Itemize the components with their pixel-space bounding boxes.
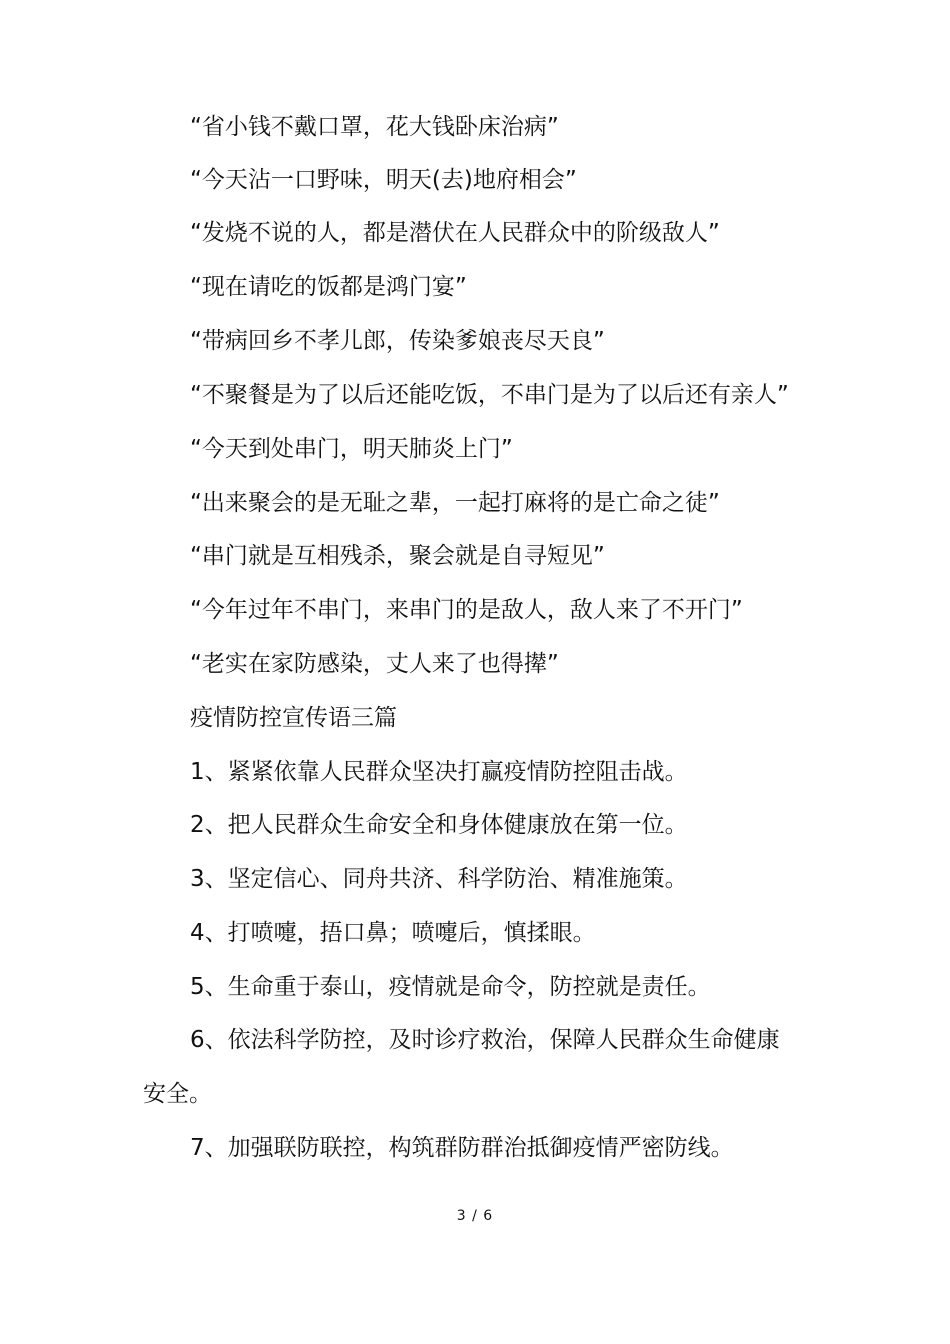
- slogan-line-7: “今天到处串门，明天肺炎上门”: [190, 436, 513, 462]
- slogan-line-1: “省小钱不戴口罩，花大钱卧床治病”: [190, 114, 559, 140]
- slogan-line-9: “串门就是互相残杀，聚会就是自寻短见”: [190, 543, 605, 569]
- numbered-item-5: 5、生命重于泰山，疫情就是命令，防控就是责任。: [190, 974, 711, 1000]
- numbered-item-2: 2、把人民群众生命安全和身体健康放在第一位。: [190, 812, 688, 838]
- section-heading: 疫情防控宣传语三篇: [190, 705, 397, 731]
- slogan-line-4: “现在请吃的饭都是鸿门宴”: [190, 274, 467, 300]
- numbered-item-3: 3、坚定信心、同舟共济、科学防治、精准施策。: [190, 866, 688, 892]
- numbered-item-6-continued: 安全。: [143, 1081, 212, 1107]
- slogan-line-3: “发烧不说的人，都是潜伏在人民群众中的阶级敌人”: [190, 220, 720, 246]
- slogan-line-2: “今天沾一口野味，明天(去)地府相会”: [190, 167, 577, 193]
- numbered-item-7: 7、加强联防联控，构筑群防群治抵御疫情严密防线。: [190, 1135, 734, 1161]
- slogan-line-6: “不聚餐是为了以后还能吃饭，不串门是为了以后还有亲人”: [190, 382, 789, 408]
- page-number: 3 / 6: [456, 1208, 494, 1224]
- slogan-line-11: “老实在家防感染，丈人来了也得撵”: [190, 651, 559, 677]
- slogan-line-10: “今年过年不串门，来串门的是敌人，敌人来了不开门”: [190, 597, 743, 623]
- slogan-line-5: “带病回乡不孝儿郎，传染爹娘丧尽天良”: [190, 328, 605, 354]
- slogan-line-8: “出来聚会的是无耻之辈，一起打麻将的是亡命之徒”: [190, 490, 720, 516]
- numbered-item-4: 4、打喷嚏，捂口鼻；喷嚏后，慎揉眼。: [190, 920, 596, 946]
- numbered-item-1: 1、紧紧依靠人民群众坚决打赢疫情防控阻击战。: [190, 759, 688, 785]
- numbered-item-6: 6、依法科学防控，及时诊疗救治，保障人民群众生命健康: [190, 1027, 780, 1053]
